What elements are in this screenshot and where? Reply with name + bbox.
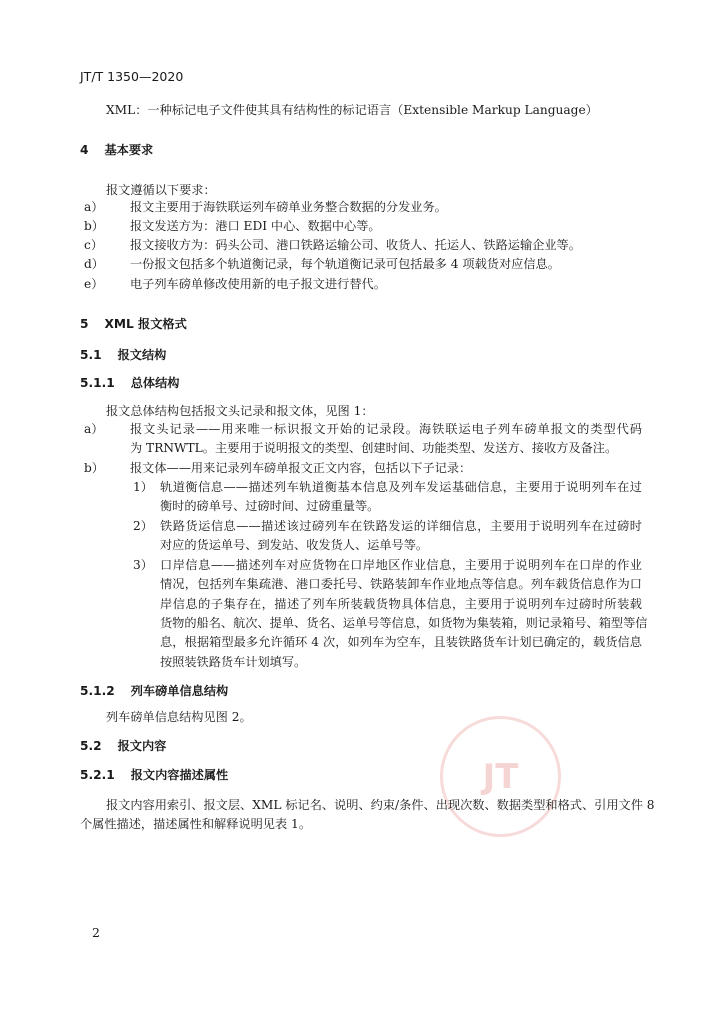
list-item-text: 报文接收方为：码头公司、港口铁路运输公司、收货人、托运人、铁路运输企业等。 xyxy=(130,238,581,252)
section-number: 5.1 xyxy=(80,348,102,362)
sub-item-text-cont: 货物的船名、航次、提单、货名、运单号等信息，如货物为集装箱，则记录箱号、箱型等信 xyxy=(160,616,648,630)
list-item-label: a） xyxy=(84,200,104,214)
section-title: XML 报文格式 xyxy=(104,317,187,331)
section-number: 5.2 xyxy=(80,739,102,753)
list-item-text: 报文主要用于海铁联运列车磅单业务整合数据的分发业务。 xyxy=(130,200,447,214)
section-5-2-1-text-cont: 个属性描述，描述属性和解释说明见表 1。 xyxy=(80,817,312,831)
section-number: 5.1.1 xyxy=(80,376,115,390)
list-item-text: 报文发送方为：港口 EDI 中心、数据中心等。 xyxy=(130,219,381,233)
list-item-text: 报文头记录——用来唯一标识报文开始的记录段。海铁联运电子列车磅单报文的类型代码 xyxy=(130,422,642,436)
section-4-intro: 报文遵循以下要求： xyxy=(106,183,216,197)
section-number: 4 xyxy=(80,143,89,157)
sub-item-text-cont: 息，根据箱型最多允许循环 4 次，如列车为空车，且装铁路货车计划已确定的，载货信息 xyxy=(160,635,642,649)
list-item-label: b） xyxy=(84,219,104,233)
list-item-text: 一份报文包括多个轨道衡记录，每个轨道衡记录可包括最多 4 项载货对应信息。 xyxy=(130,257,560,271)
sub-item-text: 铁路货运信息——描述该过磅列车在铁路发运的详细信息，主要用于说明列车在过磅时 xyxy=(160,519,642,533)
section-5-1-1-intro: 报文总体结构包括报文头记录和报文体，见图 1： xyxy=(106,404,374,418)
sub-item-text: 口岸信息——描述列车对应货物在口岸地区作业信息，主要用于说明列车在口岸的作业 xyxy=(160,558,642,572)
section-5-1-2-heading xyxy=(80,684,228,698)
section-5-2-1-text: 报文内容用索引、报文层、XML 标记名、说明、约束/条件、出现次数、数据类型和格式、引用文件 8 xyxy=(106,798,655,812)
section-5-1-1-heading xyxy=(80,376,179,390)
sub-item-text-cont: 按照装铁路货车计划填写。 xyxy=(160,655,307,669)
sub-item-label: 1） xyxy=(133,480,153,494)
section-5-heading xyxy=(80,317,187,331)
list-item-label: b） xyxy=(84,461,104,475)
section-5-1-2-text: 列车磅单信息结构见图 2。 xyxy=(106,710,252,724)
section-title: 列车磅单信息结构 xyxy=(130,684,229,698)
list-item-label: d） xyxy=(84,257,104,271)
list-item-label: e） xyxy=(84,277,104,291)
list-item-label: a） xyxy=(84,422,104,436)
sub-item-text-cont: 情况，包括列车集疏港、港口委托号、铁路装卸车作业地点等信息。列车载货信息作为口 xyxy=(160,577,642,591)
section-5-2-heading xyxy=(80,739,166,753)
section-title: 报文结构 xyxy=(117,348,167,362)
sub-item-text-cont: 衡时的磅单号、过磅时间、过磅重量等。 xyxy=(160,499,380,513)
section-number: 5.2.1 xyxy=(80,768,115,782)
watermark-text: JT xyxy=(482,757,519,797)
list-item-text: 电子列车磅单修改使用新的电子报文进行替代。 xyxy=(130,277,386,291)
list-item-label: c） xyxy=(84,238,104,252)
list-item-text-cont: 为 TRNWTL。主要用于说明报文的类型、创建时间、功能类型、发送方、接收方及备注。 xyxy=(130,441,618,455)
list-item-text: 报文体——用来记录列车磅单报文正文内容，包括以下子记录： xyxy=(130,461,472,475)
section-title: 基本要求 xyxy=(104,143,154,157)
standard-code: JT/T 1350—2020 xyxy=(80,69,184,84)
section-4-heading xyxy=(80,143,153,157)
page-number: 2 xyxy=(92,925,100,940)
definition-xml: XML：一种标记电子文件使其具有结构性的标记语言（Extensible Markup Language） xyxy=(106,103,598,117)
sub-item-text-cont: 对应的货运单号、到发站、收发货人、运单号等。 xyxy=(160,538,429,552)
section-title: 报文内容 xyxy=(117,739,167,753)
section-title: 报文内容描述属性 xyxy=(130,768,229,782)
sub-item-label: 3） xyxy=(133,558,153,572)
sub-item-text: 轨道衡信息——描述列车轨道衡基本信息及列车发运基础信息，主要用于说明列车在过 xyxy=(160,480,642,494)
section-5-1-heading xyxy=(80,348,166,362)
sub-item-label: 2） xyxy=(133,519,153,533)
section-title: 总体结构 xyxy=(130,376,180,390)
section-5-2-1-heading xyxy=(80,768,228,782)
section-number: 5 xyxy=(80,317,89,331)
section-number: 5.1.2 xyxy=(80,684,115,698)
watermark-stamp xyxy=(440,716,561,837)
sub-item-text-cont: 岸信息的子集存在，描述了列车所装载货物具体信息，主要用于说明列车过磅时所装载 xyxy=(160,597,642,611)
